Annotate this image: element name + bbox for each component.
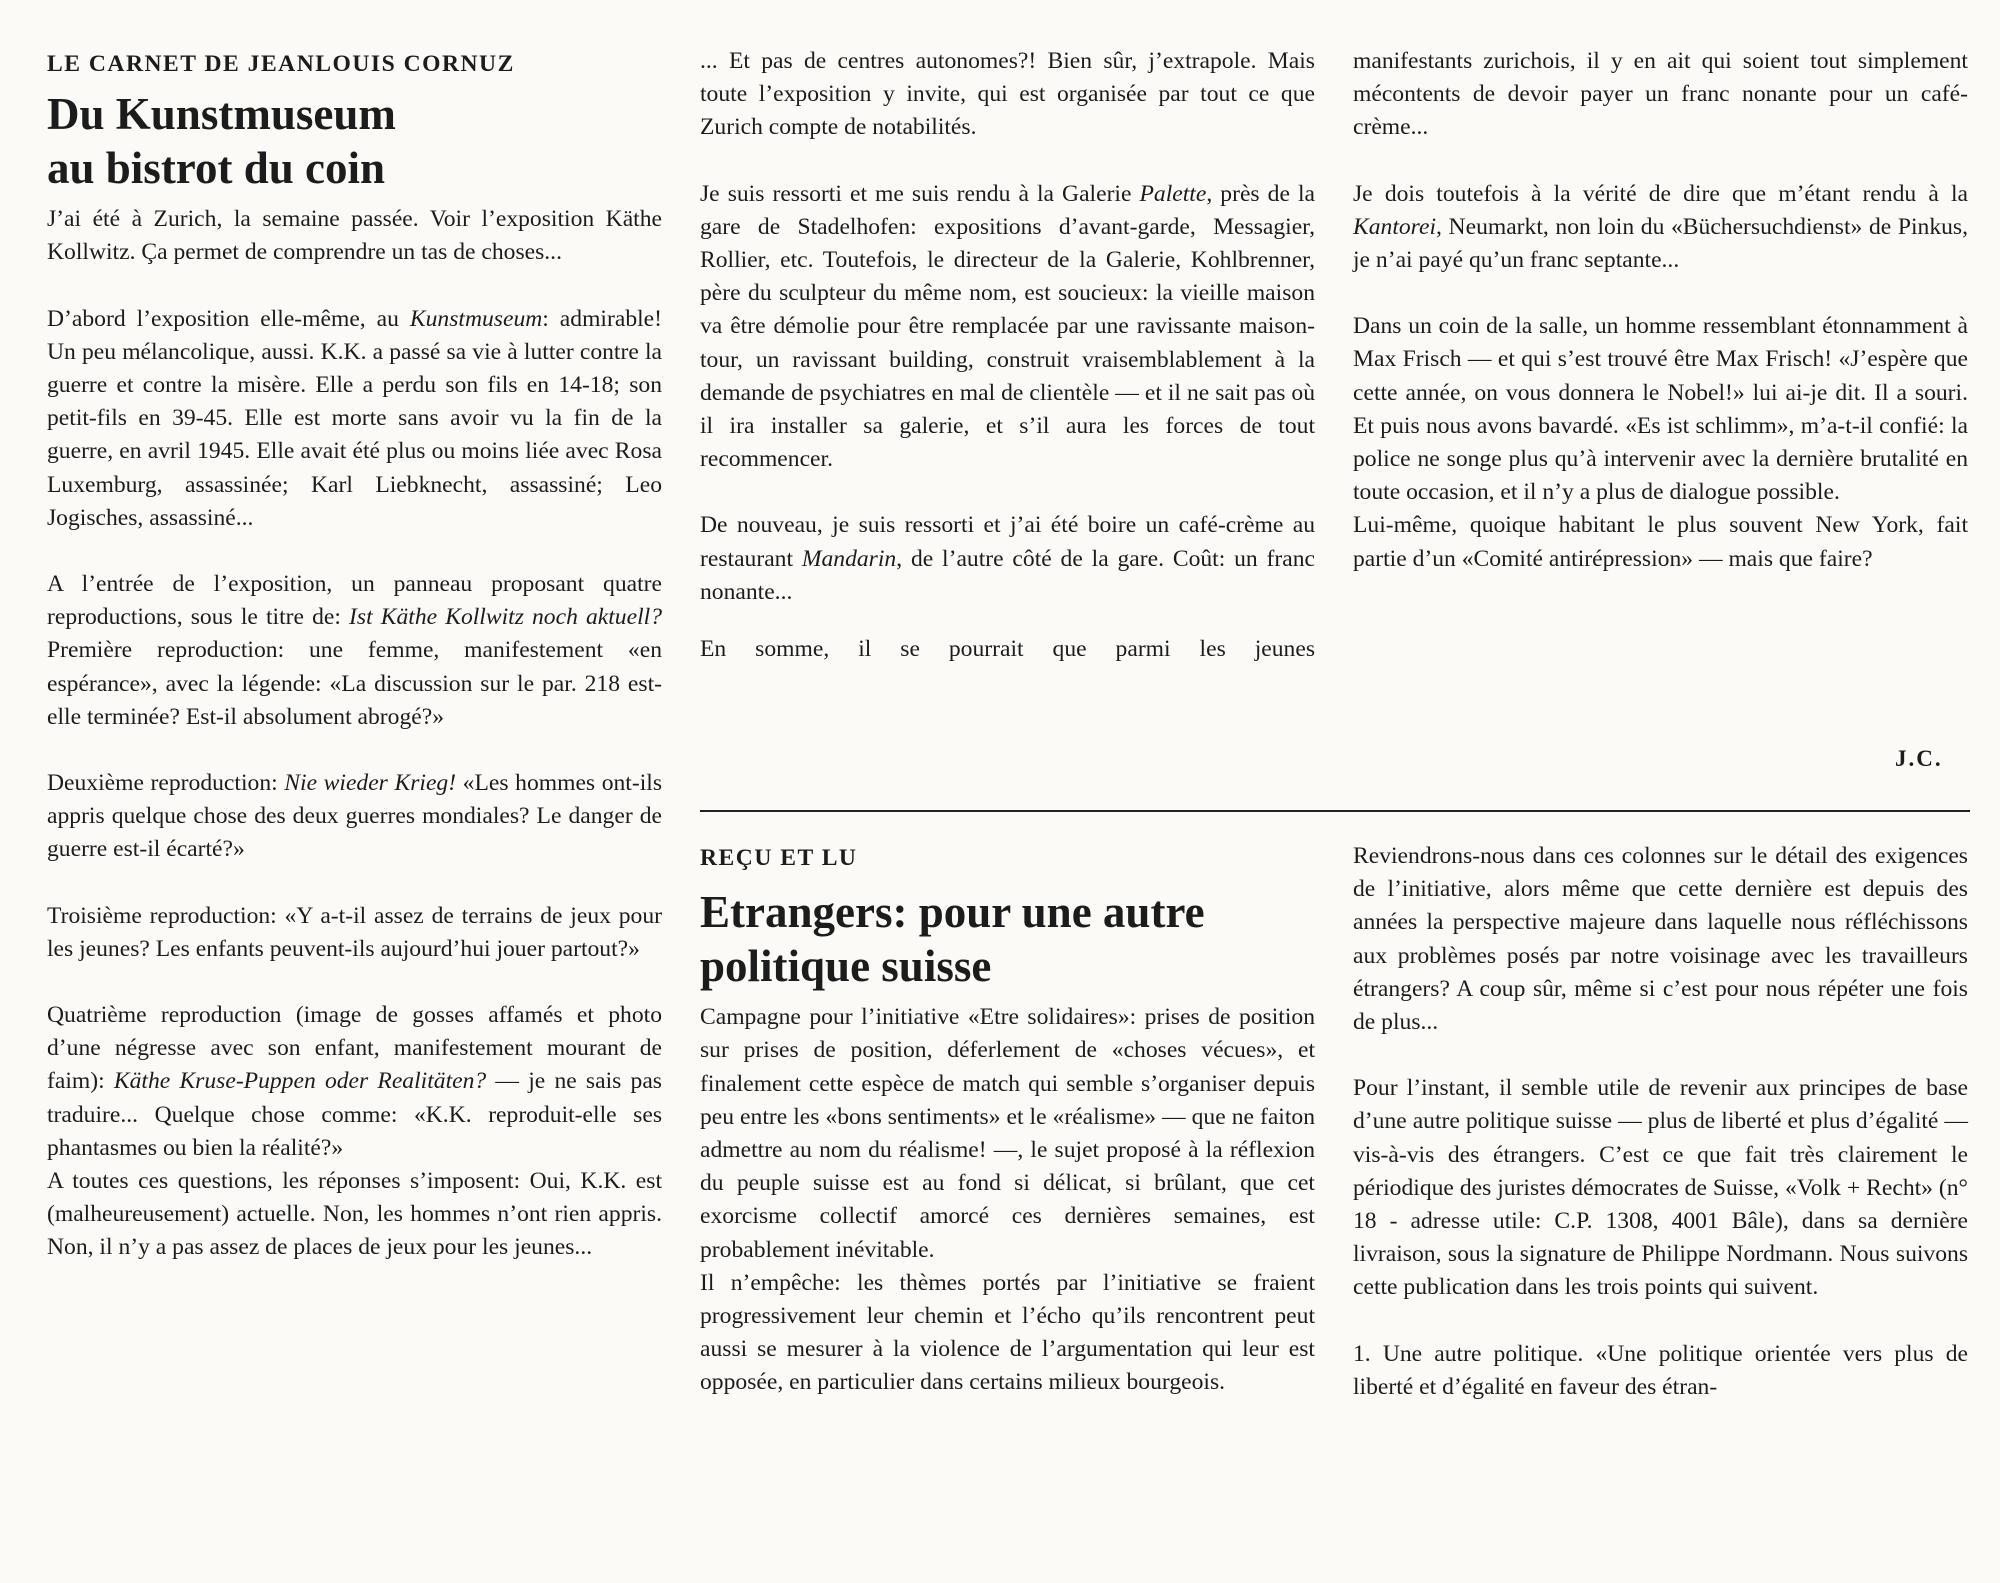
article1-kicker: LE CARNET DE JEANLOUIS CORNUZ (47, 51, 515, 77)
article1-column-3 (1353, 45, 1968, 576)
article2-title-line1: Etrangers: pour une autre (700, 887, 1205, 938)
italic-span: Mandarin (801, 545, 897, 572)
article1-paragraph-13 (1353, 178, 1968, 278)
italic-span: Kantorei (1353, 213, 1437, 240)
article1-paragraph-9 (700, 178, 1315, 477)
article1-title-line1: Du Kunstmuseum (47, 89, 396, 140)
text-span: Quatrième reproduction (image de gosses affamés et photo d’une négresse avec son enfant, manifestement mourant de faim): (47, 1002, 662, 1095)
article2-paragraph-4: Pour l’instant, il semble utile de revenir aux principes de base d’une autre politique suisse — plus de liberté et plus d’égalité — vis-à-vis des étrangers. C’est ce que fait très clairement le périodique des juristes démocrates de Suisse, «Volk + Recht» (n° 18 - adresse utile: C.P. 1308, 4001 Bâle), dans sa dernière livraison, sous la signature de Philippe Nordmann. Nous suivons cette publication dans les trois points qui suivent. (1353, 1075, 1968, 1301)
article1-paragraph-7: A toutes ces questions, les réponses s’imposent: Oui, K.K. est (malheureusement) actuelle. Non, les hommes n’ont rien appris. Non, il n’y a pas assez de places de jeux pour les jeunes... (47, 1168, 662, 1261)
italic-span: Ist Käthe Kollwitz noch aktuell? (349, 604, 662, 631)
text-span: Première reproduction: une femme, manifestement «en espérance», avec la légende: «La discussion sur le par. 218 est-elle terminée? Est-il absolument abrogé?» (47, 637, 662, 730)
article1-title-line2: au bistrot du coin (47, 143, 386, 194)
article1-title (47, 87, 662, 195)
section-divider (700, 810, 1970, 812)
text-span: Je dois toutefois à la vérité de dire que m’étant rendu à la (1353, 180, 1968, 207)
article1-paragraph-2 (47, 303, 662, 535)
article1-column-1 (47, 48, 662, 1265)
text-span: : admirable! Un peu mélancolique, aussi. K.K. a passé sa vie à lutter contre la guerre et contre la misère. Elle a perdu son fils en 14-18; son petit-fils en 39-45. Elle est morte sans avoir vu la fin de la guerre, en avril 1945. Elle avait été plus ou moins liée avec Rosa Luxemburg, assassinée; Karl Liebknecht, assassiné; Leo Jogisches, assassiné... (47, 305, 662, 531)
article2-column-2 (1353, 840, 1968, 1404)
text-span: De nouveau, je suis ressorti et j’ai été boire un café-crème au restaurant (700, 512, 1315, 572)
article1-paragraph-8: ... Et pas de centres autonomes?! Bien sûr, j’extrapole. Mais toute l’exposition y invite, qui est organisée par tout ce que Zurich compte de notabilités. (700, 48, 1315, 141)
text-span: , de l’autre côté de la gare. Coût: un franc nonante... (700, 545, 1315, 605)
text-span: — je ne sais pas traduire... Quelque chose comme: «K.K. reproduit-elle ses phantasmes ou bien la réalité?» (47, 1068, 662, 1161)
article1-paragraph-3 (47, 568, 662, 734)
text-span: Je suis ressorti et me suis rendu à la Galerie (700, 180, 1140, 207)
article1-paragraph-4 (47, 767, 662, 867)
italic-span: Nie wieder Krieg! (284, 770, 457, 797)
text-span: , près de la gare de Stadelhofen: expositions d’avant-garde, Messagier, Rollier, etc. Toutefois, le directeur de la Galerie, Kohlbrenner, père du sculpteur du même nom, est soucieux: la vieille maison va être démolie pour être remplacée par une ravissante maison-tour, un ravissant building, construit vraisemblablement à la demande de psychiatres en mal de clientèle — et il ne sait pas où il ira installer sa galerie, et s’il aura les forces de tout recommencer. (700, 180, 1315, 473)
article1-signature: J.C. (1895, 746, 1943, 771)
article2-title (700, 885, 1315, 993)
article1-paragraph-11: En somme, il se pourrait que parmi les jeunes (700, 636, 1315, 663)
text-span: «Les hommes ont-ils appris quelque chose des deux guerres mondiales? Le danger de guerre est-il écarté?» (47, 770, 663, 863)
text-span: , Neumarkt, non loin du «Büchersuchdienst» de Pinkus, je n’ai payé qu’un franc septante... (1353, 213, 1968, 274)
article2-column-1 (700, 842, 1315, 1400)
article1-paragraph-14: Dans un coin de la salle, un homme ressemblant étonnamment à Max Frisch — et qui s’est trouvé être Max Frisch! «J’espère que cette année, on vous donnera le Nobel!» lui ai-je dit. Il a souri. Et puis nous avons bavardé. «Es ist schlimm», m’a-t-il confié: la police ne songe plus qu’à intervenir avec la dernière brutalité en toute occasion, et il n’y a plus de dialogue possible. (1353, 313, 1968, 506)
article1-paragraph-12: manifestants zurichois, il y en ait qui soient tout simplement mécontents de devoir payer un franc nonante pour un café-crème... (1353, 48, 1968, 141)
article1-paragraph-1: J’ai été à Zurich, la semaine passée. Voir l’exposition Käthe Kollwitz. Ça permet de comprendre un tas de choses... (47, 206, 662, 266)
article2-paragraph-2: Il n’empêche: les thèmes portés par l’initiative se fraient progressivement leur chemin et l’écho qu’ils rencontrent peut aussi se mesurer à la violence de l’argumentation qui leur est opposée, en particulier dans certains milieux bourgeois. (700, 1269, 1315, 1396)
text-span: D’abord l’exposition elle-même, au (47, 305, 410, 332)
article1-paragraph-6 (47, 999, 662, 1165)
article2-kicker: REÇU ET LU (700, 845, 858, 871)
article2-paragraph-1: Campagne pour l’initiative «Etre solidaires»: prises de position sur prises de position, déferlement de «choses vécues», et finalement cette espèce de match qui semble s’organiser depuis peu entre les «bons sentiments» et le «réalisme» — que ne faiton admettre au nom du réalisme! —, le sujet proposé à la réflexion du peuple suisse est au fond si délicat, si brûlant, que cet exorcisme collectif amorcé ces dernières semaines, est probablement inévitable. (700, 1004, 1315, 1263)
article1-paragraph-10 (700, 509, 1315, 609)
text-span: A l’entrée de l’exposition, un panneau proposant quatre reproductions, sous le titre de: (47, 571, 662, 631)
article2-paragraph-3: Reviendrons-nous dans ces colonnes sur le détail des exigences de l’initiative, alors même que cette dernière est depuis des années la perspective majeure dans laquelle nous réfléchissons aux problèmes posés par notre voisinage avec les travailleurs étrangers? A coup sûr, même si c’est pour nous répéter une fois de plus... (1353, 843, 1968, 1036)
italic-span: Palette (1139, 180, 1207, 207)
article1-paragraph-5: Troisième reproduction: «Y a-t-il assez de terrains de jeux pour les jeunes? Les enfants peuvent-ils aujourd’hui jouer partout?» (47, 902, 662, 962)
text-span: Deuxième reproduction: (47, 770, 285, 797)
article2-title-line2: politique suisse (700, 941, 992, 992)
article1-column-2 (700, 45, 1315, 666)
italic-span: Kunstmuseum (409, 305, 543, 332)
italic-span: Käthe Kruse-Puppen oder Realitäten? (113, 1068, 487, 1095)
article2-paragraph-5: 1. Une autre politique. «Une politique orientée vers plus de liberté et d’égalité en faveur des étran- (1353, 1340, 1968, 1400)
article1-paragraph-15: Lui-même, quoique habitant le plus souvent New York, fait partie d’un «Comité antirépression» — mais que faire? (1353, 512, 1968, 572)
